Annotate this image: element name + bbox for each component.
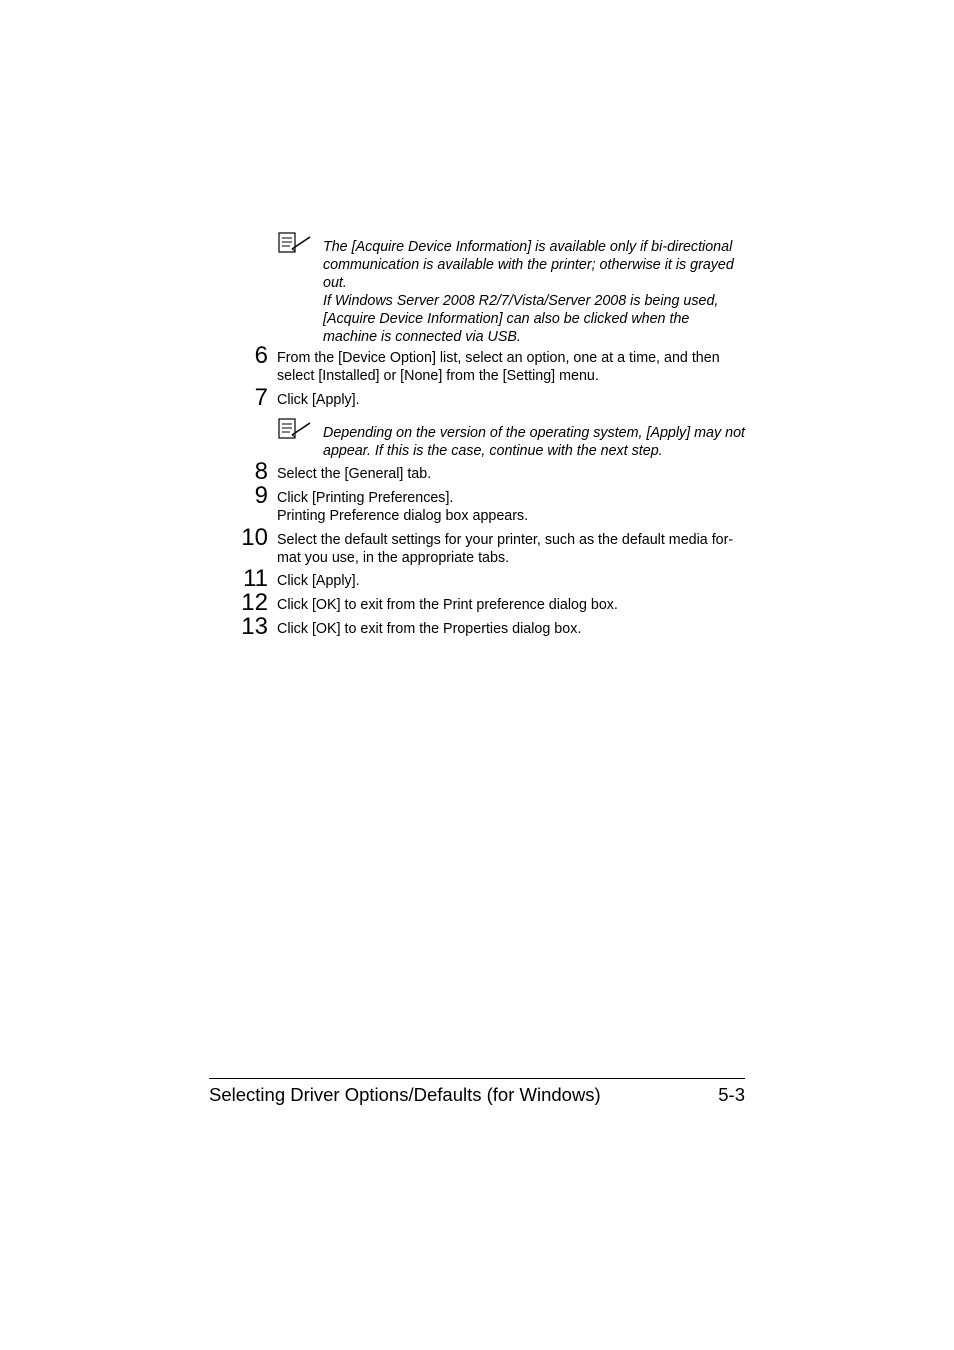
note-line: [Acquire Device Information] can also be clicked when the [323, 311, 690, 327]
step-line: mat you use, in the appropriate tabs. [277, 549, 510, 566]
note-line: If Windows Server 2008 R2/7/Vista/Server 2008 is being used, [323, 293, 719, 309]
step-text [277, 350, 747, 385]
step-line: Click [Apply]. [277, 392, 360, 408]
note-text [323, 424, 753, 460]
step-number: 13 [241, 613, 268, 640]
step-number: 7 [254, 384, 268, 411]
note-line: The [Acquire Device Information] is available only if bi-directional [323, 239, 733, 255]
note-line: out. [323, 275, 347, 291]
note-text [323, 238, 753, 346]
step-line: select [Installed] or [None] from the [Setting] menu. [277, 367, 599, 384]
step-line: Click [Apply]. [277, 573, 360, 589]
step-line: From the [Device Option] list, select an option, one at a time, and then [277, 350, 720, 366]
step-number: 6 [254, 342, 268, 369]
step-text [277, 490, 747, 525]
step-text [277, 466, 747, 484]
footer-divider [209, 1078, 745, 1079]
step-number: 10 [241, 524, 268, 551]
step-text [277, 573, 747, 591]
step-line: Click [OK] to exit from the Print preference dialog box. [277, 597, 618, 613]
step-line: Select the [General] tab. [277, 466, 432, 482]
step-text [277, 532, 747, 567]
step-number: 9 [254, 482, 268, 509]
step-line: Select the default settings for your printer, such as the default media for- [277, 532, 734, 548]
step-line: Printing Preference dialog box appears. [277, 507, 529, 524]
step-number: 8 [254, 458, 268, 485]
page-number: 5-3 [718, 1084, 745, 1105]
step-line: Click [OK] to exit from the Properties dialog box. [277, 621, 582, 637]
step-text [277, 392, 747, 410]
step-text [277, 597, 747, 615]
note-pencil-icon [278, 232, 312, 254]
note-line: Depending on the version of the operating system, [Apply] may not [323, 425, 746, 441]
step-line: Click [Printing Preferences]. [277, 490, 454, 506]
note-line: machine is connected via USB. [323, 329, 521, 345]
note-line: communication is available with the printer; otherwise it is grayed [323, 257, 734, 273]
step-number: 11 [243, 565, 268, 592]
footer-title: Selecting Driver Options/Defaults (for Windows) [209, 1084, 601, 1105]
step-number: 12 [241, 589, 268, 616]
note-line: appear. If this is the case, continue with the next step. [323, 443, 663, 459]
step-text [277, 621, 747, 639]
note-pencil-icon [278, 418, 312, 440]
